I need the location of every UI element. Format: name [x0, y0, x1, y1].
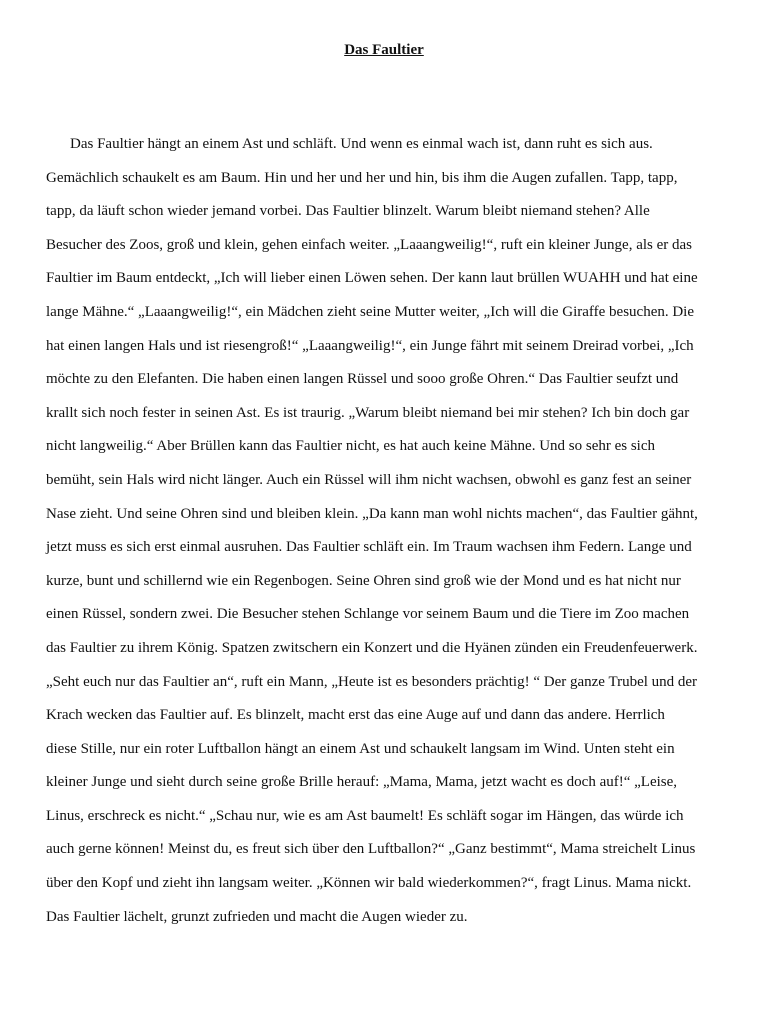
text-line: Linus, erschreck es nicht.“ „Schau nur, wie es am Ast baumelt! Es schläft sogar im Hängen, das würde ich	[46, 807, 684, 824]
text-line: Nase zieht. Und seine Ohren sind und bleiben klein. „Da kann man wohl nichts machen“, das Faultier gähnt,	[46, 505, 698, 522]
text-line: „Seht euch nur das Faultier an“, ruft ein Mann, „Heute ist es besonders prächtig! “ Der ganze Trubel und der	[46, 673, 698, 690]
text-line: kleiner Junge und sieht durch seine große Brille herauf: „Mama, Mama, jetzt wacht es doch auf!“ „Leise,	[46, 774, 678, 791]
text-line: nicht langweilig.“ Aber Brüllen kann das Faultier nicht, es hat auch keine Mähne. Und so sehr es sich	[46, 438, 656, 455]
text-line: diese Stille, nur ein roter Luftballon hängt an einem Ast und schaukelt langsam im Wind. Unten steht ein	[46, 740, 675, 757]
text-line: möchte zu den Elefanten. Die haben einen langen Rüssel und sooo große Ohren.“ Das Faultier seufzt und	[46, 371, 679, 388]
document-title: Das Faultier	[344, 42, 424, 58]
story-paragraph	[46, 128, 722, 934]
text-line: krallt sich noch fester in seinen Ast. Es ist traurig. „Warum bleibt niemand bei mir stehen? Ich bin doch gar	[46, 404, 690, 421]
text-line: Das Faultier lächelt, grunzt zufrieden und macht die Augen wieder zu.	[46, 908, 468, 925]
text-line: das Faultier zu ihrem König. Spatzen zwitschern ein Konzert und die Hyänen zünden ein Freudenfeuerwerk.	[46, 639, 698, 656]
text-line: hat einen langen Hals und ist riesengroß!“ „Laaangweilig!“, ein Junge fährt mit seinem Dreirad vorbei, „Ich	[46, 337, 694, 354]
text-line: Das Faultier hängt an einem Ast und schläft. Und wenn es einmal wach ist, dann ruht es sich aus.	[70, 136, 653, 152]
text-line: Besucher des Zoos, groß und klein, gehen einfach weiter. „Laaangweilig!“, ruft ein kleiner Junge, als er das	[46, 236, 693, 253]
text-line: einen Rüssel, sondern zwei. Die Besucher stehen Schlange vor seinem Baum und die Tiere im Zoo machen	[46, 606, 690, 623]
text-line: bemüht, sein Hals wird nicht länger. Auch ein Rüssel will ihm nicht wachsen, obwohl es ganz fest an seiner	[46, 471, 692, 488]
text-line: lange Mähne.“ „Laaangweilig!“, ein Mädchen zieht seine Mutter weiter, „Ich will die Giraffe besuchen. Die	[46, 303, 695, 320]
text-line: Gemächlich schaukelt es am Baum. Hin und her und her und hin, bis ihm die Augen zufallen. Tapp, tapp,	[46, 169, 678, 186]
text-line: Faultier im Baum entdeckt, „Ich will lieber einen Löwen sehen. Der kann laut brüllen WUAHH und hat eine	[46, 270, 698, 287]
text-line: tapp, da läuft schon wieder jemand vorbei. Das Faultier blinzelt. Warum bleibt niemand stehen? Alle	[46, 203, 650, 220]
text-line: kurze, bunt und schillernd wie ein Regenbogen. Seine Ohren sind groß wie der Mond und es hat nicht nur	[46, 572, 681, 589]
text-line: über den Kopf und zieht ihn langsam weiter. „Können wir bald wiederkommen?“, fragt Linus. Mama nickt.	[46, 875, 692, 892]
text-line: Krach wecken das Faultier auf. Es blinzelt, macht erst das eine Auge auf und dann das andere. Herrlich	[46, 707, 665, 724]
text-line: jetzt muss es sich erst einmal ausruhen. Das Faultier schläft ein. Im Traum wachsen ihm Federn. Lange und	[46, 539, 692, 556]
text-line: auch gerne können! Meinst du, es freut sich über den Luftballon?“ „Ganz bestimmt“, Mama streichelt Linus	[46, 841, 696, 858]
